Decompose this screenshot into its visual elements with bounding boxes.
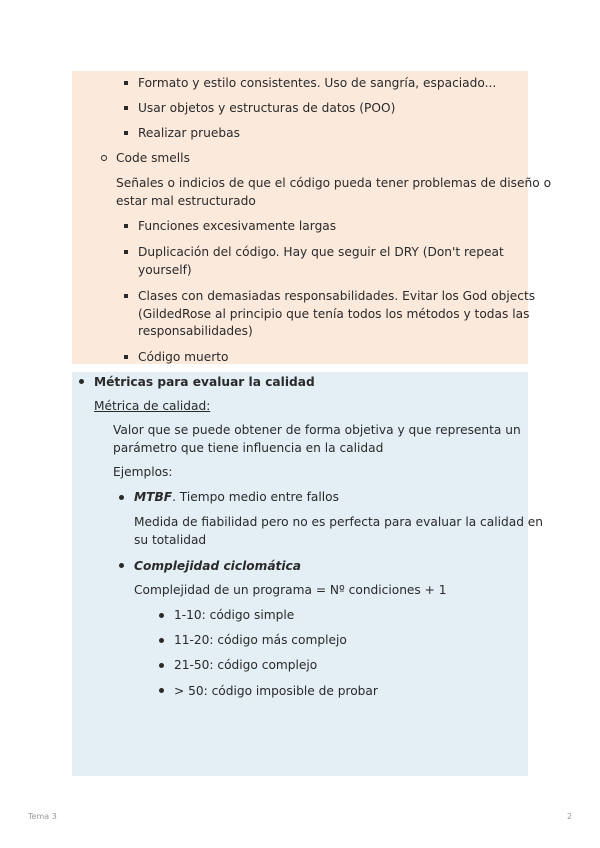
code-smells-description: estar mal estructurado (116, 194, 256, 208)
practice-item: Realizar pruebas (138, 126, 240, 140)
mtbf-description: Medida de fiabilidad pero no es perfecta para evaluar la calidad en (134, 515, 544, 529)
bullet-icon (119, 563, 124, 568)
range-item: 11-20: código más complejo (174, 633, 347, 647)
page-number: 2 (567, 812, 573, 821)
range-item: 21-50: código complejo (174, 658, 318, 672)
smell-item: responsabilidades) (138, 324, 253, 338)
square-bullet-icon (124, 224, 128, 228)
practice-item: Formato y estilo consistentes. Uso de sangría, espaciado... (138, 76, 497, 90)
mtbf-description: su totalidad (134, 533, 207, 547)
mtbf-term: MTBF (134, 490, 173, 504)
square-bullet-icon (124, 294, 128, 298)
code-smells-title: Code smells (116, 151, 190, 165)
smell-item: Clases con demasiadas responsabilidades. Evitar los God objects (138, 289, 536, 303)
smell-item: Funciones excesivamente largas (138, 219, 337, 233)
smell-item: yourself) (138, 263, 192, 277)
complexity-term: Complejidad ciclomática (134, 559, 302, 573)
range-item: > 50: código imposible de probar (174, 684, 378, 698)
bullet-icon (119, 495, 124, 500)
smell-item: Duplicación del código. Hay que seguir el DRY (Don't repeat (138, 245, 504, 259)
metrics-definition: Valor que se puede obtener de forma objetiva y que representa un (113, 423, 521, 437)
metrics-definition: parámetro que tiene influencia en la calidad (113, 441, 384, 455)
bullet-icon (79, 379, 84, 384)
range-item: 1-10: código simple (174, 608, 295, 622)
bullet-icon (159, 663, 164, 668)
square-bullet-icon (124, 250, 128, 254)
square-bullet-icon (124, 131, 128, 135)
bullet-icon (159, 638, 164, 643)
square-bullet-icon (124, 355, 128, 359)
metrics-title: Métricas para evaluar la calidad (94, 375, 315, 389)
smell-item: (GildedRose al principio que tenía todos los métodos y todas las (138, 307, 530, 321)
footer-chapter: Tema 3 (28, 812, 57, 821)
square-bullet-icon (124, 106, 128, 110)
mtbf-text: . Tiempo medio entre fallos (172, 490, 339, 504)
bullet-icon (159, 613, 164, 618)
mtbf-item (134, 488, 339, 506)
complexity-formula: Complejidad de un programa = Nº condiciones + 1 (134, 583, 447, 597)
bullet-icon (159, 688, 164, 693)
code-smells-description: Señales o indicios de que el código pueda tener problemas de diseño o (116, 176, 552, 190)
square-bullet-icon (124, 81, 128, 85)
circle-bullet-icon (101, 155, 107, 161)
metrics-subtitle: Métrica de calidad: (94, 399, 211, 413)
smell-item: Código muerto (138, 350, 229, 364)
examples-label: Ejemplos: (113, 465, 173, 479)
practice-item: Usar objetos y estructuras de datos (POO) (138, 101, 396, 115)
